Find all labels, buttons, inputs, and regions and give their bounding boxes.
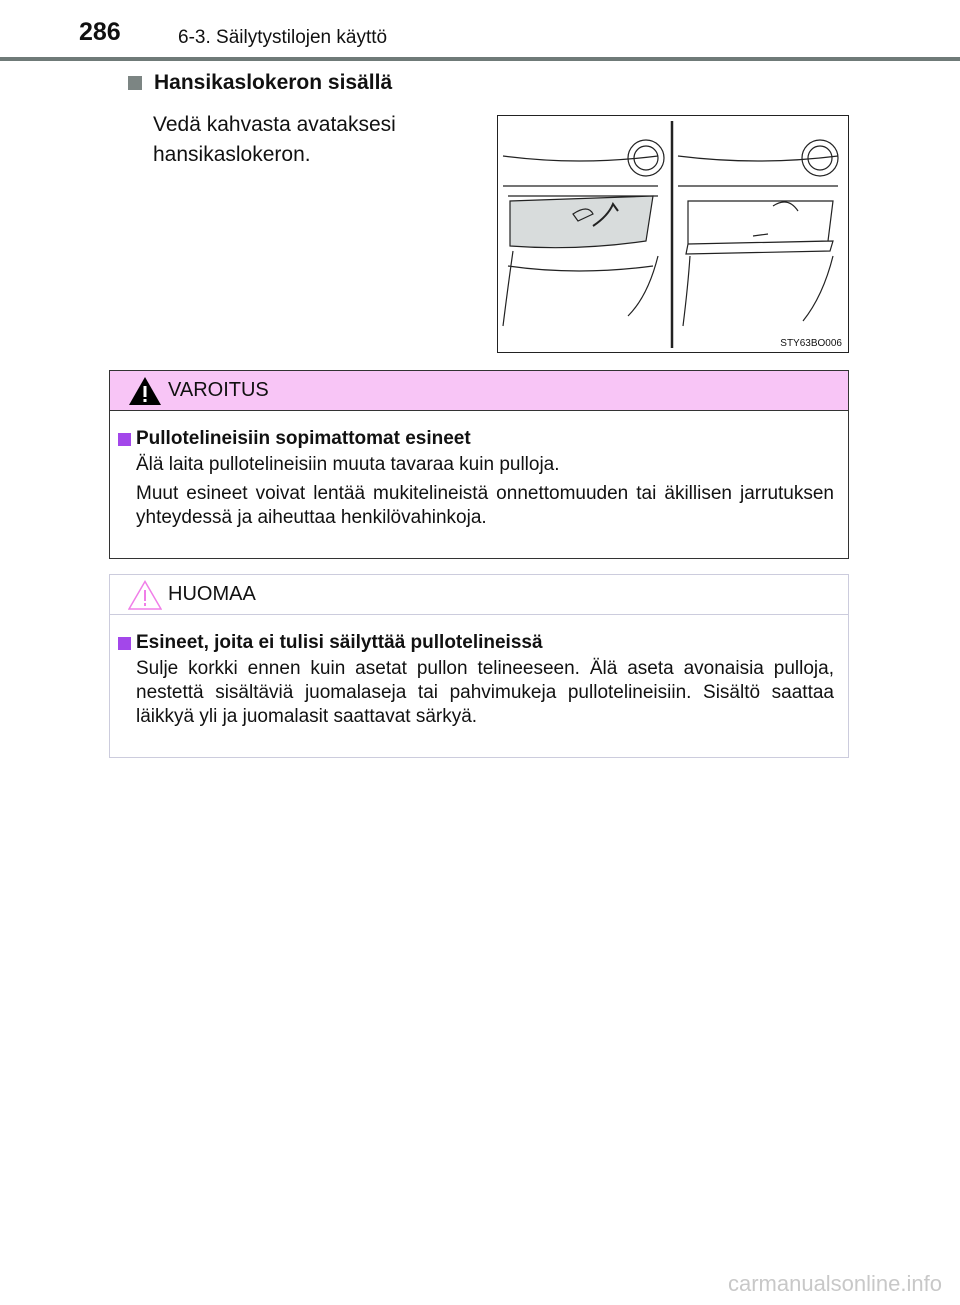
warning-label: VAROITUS bbox=[168, 379, 269, 401]
figure-code: STY63BO006 bbox=[780, 338, 842, 349]
warning-paragraph: Älä laita pullotelineisiin muuta tavaraa kuin pulloja. bbox=[136, 454, 560, 475]
caution-triangle-icon bbox=[128, 580, 162, 610]
warning-subtitle: Pullotelineisiin sopimattomat esineet bbox=[136, 428, 471, 449]
page-number: 286 bbox=[79, 18, 121, 46]
warning-header bbox=[110, 371, 848, 411]
section-title: Hansikaslokeron sisällä bbox=[154, 71, 393, 94]
warning-box bbox=[109, 370, 849, 559]
glovebox-illustration bbox=[497, 115, 849, 353]
notice-label: HUOMAA bbox=[168, 583, 256, 605]
square-bullet-icon bbox=[118, 637, 131, 650]
square-bullet-icon bbox=[128, 76, 142, 90]
header-rule bbox=[0, 57, 960, 61]
square-bullet-icon bbox=[118, 433, 131, 446]
notice-subtitle: Esineet, joita ei tulisi säilyttää pullotelineissä bbox=[136, 632, 543, 653]
notice-paragraph: Sulje korkki ennen kuin asetat pullon telineeseen. Älä aseta avonaisia pulloja, nestettä sisältäviä juomalaseja tai pahvimukeja pullotelineisiin. Sisältö saattaa läikkyä yli ja juomalasit saattavat särkyä. bbox=[136, 658, 834, 727]
section-text: Vedä kahvasta avataksesi hansikaslokeron. bbox=[153, 113, 396, 166]
warning-triangle-icon bbox=[128, 376, 162, 406]
chapter-title: 6-3. Säilytystilojen käyttö bbox=[178, 27, 388, 48]
notice-box bbox=[109, 574, 849, 758]
section-heading bbox=[128, 71, 392, 95]
watermark: carmanualsonline.info bbox=[727, 1271, 942, 1296]
notice-header bbox=[110, 575, 848, 615]
warning-paragraph: Muut esineet voivat lentää mukitelineistä onnettomuuden tai äkillisen jarrutuksen yhteydessä ja aiheuttaa henkilövahinkoja. bbox=[136, 483, 834, 528]
